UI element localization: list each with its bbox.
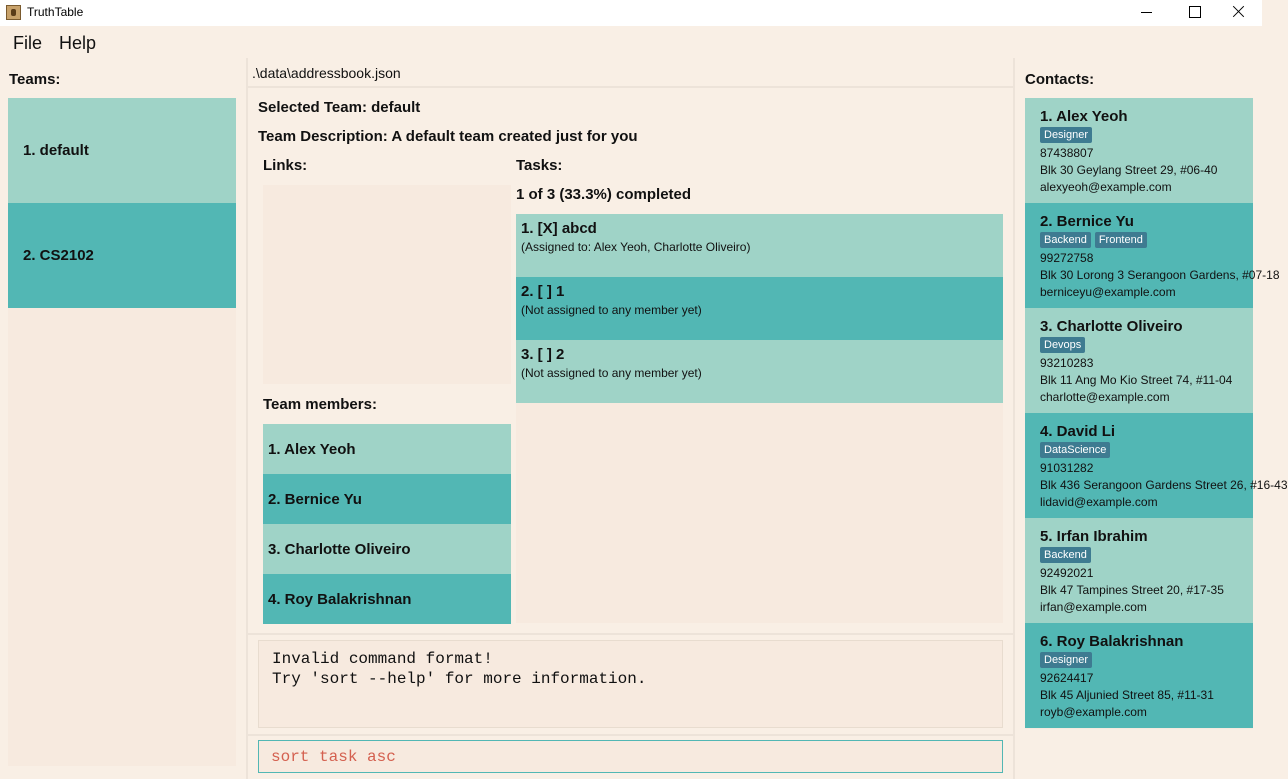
contact-card[interactable] [1025, 413, 1288, 518]
contact-phone: 93210283 [1040, 356, 1094, 370]
divider [246, 58, 248, 779]
task-assignment: (Assigned to: Alex Yeoh, Charlotte Oliveiro) [521, 240, 751, 254]
contact-email: alexyeoh@example.com [1040, 180, 1172, 194]
contact-phone: 92624417 [1040, 671, 1094, 685]
member-row[interactable] [263, 574, 511, 624]
tag-badge: Backend [1040, 232, 1091, 248]
contact-name: 2. Bernice Yu [1040, 213, 1134, 230]
tag-badge: Devops [1040, 337, 1085, 353]
task-assignment: (Not assigned to any member yet) [521, 366, 702, 380]
close-icon[interactable] [1216, 0, 1262, 26]
menu-help[interactable]: Help [59, 33, 97, 53]
member-row[interactable] [263, 474, 511, 524]
contact-address: Blk 30 Lorong 3 Serangoon Gardens, #07-18 [1040, 268, 1280, 282]
command-input[interactable]: sort task asc [258, 740, 1003, 773]
members-heading: Team members: [263, 396, 377, 413]
member-label: 1. Alex Yeoh [268, 441, 356, 458]
title-bar [0, 0, 1262, 26]
contact-address: Blk 11 Ang Mo Kio Street 74, #11-04 [1040, 373, 1233, 387]
tag-badge: Backend [1040, 547, 1091, 563]
tag-badge: Designer [1040, 652, 1092, 668]
app-logo-icon [6, 5, 21, 20]
contact-address: Blk 436 Serangoon Gardens Street 26, #16-43 [1040, 478, 1288, 492]
task-card[interactable] [516, 277, 1003, 340]
task-title: 3. [ ] 2 [521, 346, 565, 363]
contact-phone: 99272758 [1040, 251, 1094, 265]
contacts-list[interactable] [1025, 98, 1288, 729]
member-row[interactable] [263, 524, 511, 574]
divider [248, 633, 1013, 635]
selected-team-title: Selected Team: default [258, 99, 421, 116]
tag-badge: Designer [1040, 127, 1092, 143]
contact-address: Blk 45 Aljunied Street 85, #11-31 [1040, 688, 1214, 702]
tasks-progress: 1 of 3 (33.3%) completed [516, 186, 692, 203]
contact-card[interactable] [1025, 518, 1253, 623]
contact-name: 5. Irfan Ibrahim [1040, 528, 1148, 545]
task-title: 1. [X] abcd [521, 220, 597, 237]
team-card-cs2102[interactable] [8, 203, 236, 308]
contact-card[interactable] [1025, 203, 1280, 308]
contact-card[interactable] [1025, 98, 1253, 203]
contact-card[interactable] [1025, 623, 1253, 728]
task-assignment: (Not assigned to any member yet) [521, 303, 702, 317]
contacts-heading: Contacts: [1025, 71, 1095, 88]
contact-phone: 87438807 [1040, 146, 1094, 160]
tag-badge: Frontend [1095, 232, 1147, 248]
contact-name: 4. David Li [1040, 423, 1116, 440]
maximize-icon[interactable] [1171, 0, 1217, 26]
contact-address: Blk 47 Tampines Street 20, #17-35 [1040, 583, 1224, 597]
task-card[interactable] [516, 214, 1003, 277]
contact-tags [1040, 337, 1085, 353]
tasks-heading: Tasks: [516, 157, 563, 174]
team-label: 1. default [23, 142, 89, 159]
contact-email: berniceyu@example.com [1040, 285, 1176, 299]
member-label: 3. Charlotte Oliveiro [268, 541, 411, 558]
contact-address: Blk 30 Geylang Street 29, #06-40 [1040, 163, 1218, 177]
contact-tags [1040, 232, 1147, 248]
team-label: 2. CS2102 [23, 247, 94, 264]
task-card[interactable] [516, 340, 1003, 403]
contact-tags [1040, 652, 1092, 668]
contact-email: lidavid@example.com [1040, 495, 1158, 509]
contact-tags [1040, 547, 1091, 563]
tag-badge: DataScience [1040, 442, 1110, 458]
team-description: Team Description: A default team created just for you [258, 128, 638, 145]
contact-phone: 91031282 [1040, 461, 1094, 475]
teams-heading: Teams: [9, 71, 61, 88]
links-list[interactable] [263, 185, 511, 384]
member-row[interactable] [263, 424, 511, 474]
contact-phone: 92492021 [1040, 566, 1094, 580]
contact-name: 3. Charlotte Oliveiro [1040, 318, 1183, 335]
menu-bar [0, 27, 1262, 58]
contact-tags [1040, 127, 1092, 143]
contact-email: charlotte@example.com [1040, 390, 1170, 404]
contact-card[interactable] [1025, 308, 1253, 413]
divider [1013, 58, 1015, 779]
member-label: 2. Bernice Yu [268, 491, 362, 508]
tasks-list[interactable] [516, 214, 1003, 623]
contact-email: royb@example.com [1040, 705, 1147, 719]
member-label: 4. Roy Balakrishnan [268, 591, 412, 608]
contact-name: 6. Roy Balakrishnan [1040, 633, 1184, 650]
result-text: Invalid command format! Try 'sort --help' for more information. [272, 650, 647, 688]
contact-name: 1. Alex Yeoh [1040, 108, 1128, 125]
contact-email: irfan@example.com [1040, 600, 1147, 614]
minimize-icon[interactable] [1124, 0, 1170, 26]
divider [248, 86, 1013, 88]
file-path: .\data\addressbook.json [252, 65, 401, 81]
menu-file[interactable]: File [13, 33, 43, 53]
result-display[interactable] [258, 640, 1003, 728]
links-heading: Links: [263, 157, 308, 174]
teams-list[interactable] [8, 98, 236, 766]
team-card-default[interactable] [8, 98, 236, 203]
divider [248, 734, 1013, 736]
task-title: 2. [ ] 1 [521, 283, 565, 300]
contact-tags [1040, 442, 1110, 458]
window-title: TruthTable [27, 5, 84, 19]
